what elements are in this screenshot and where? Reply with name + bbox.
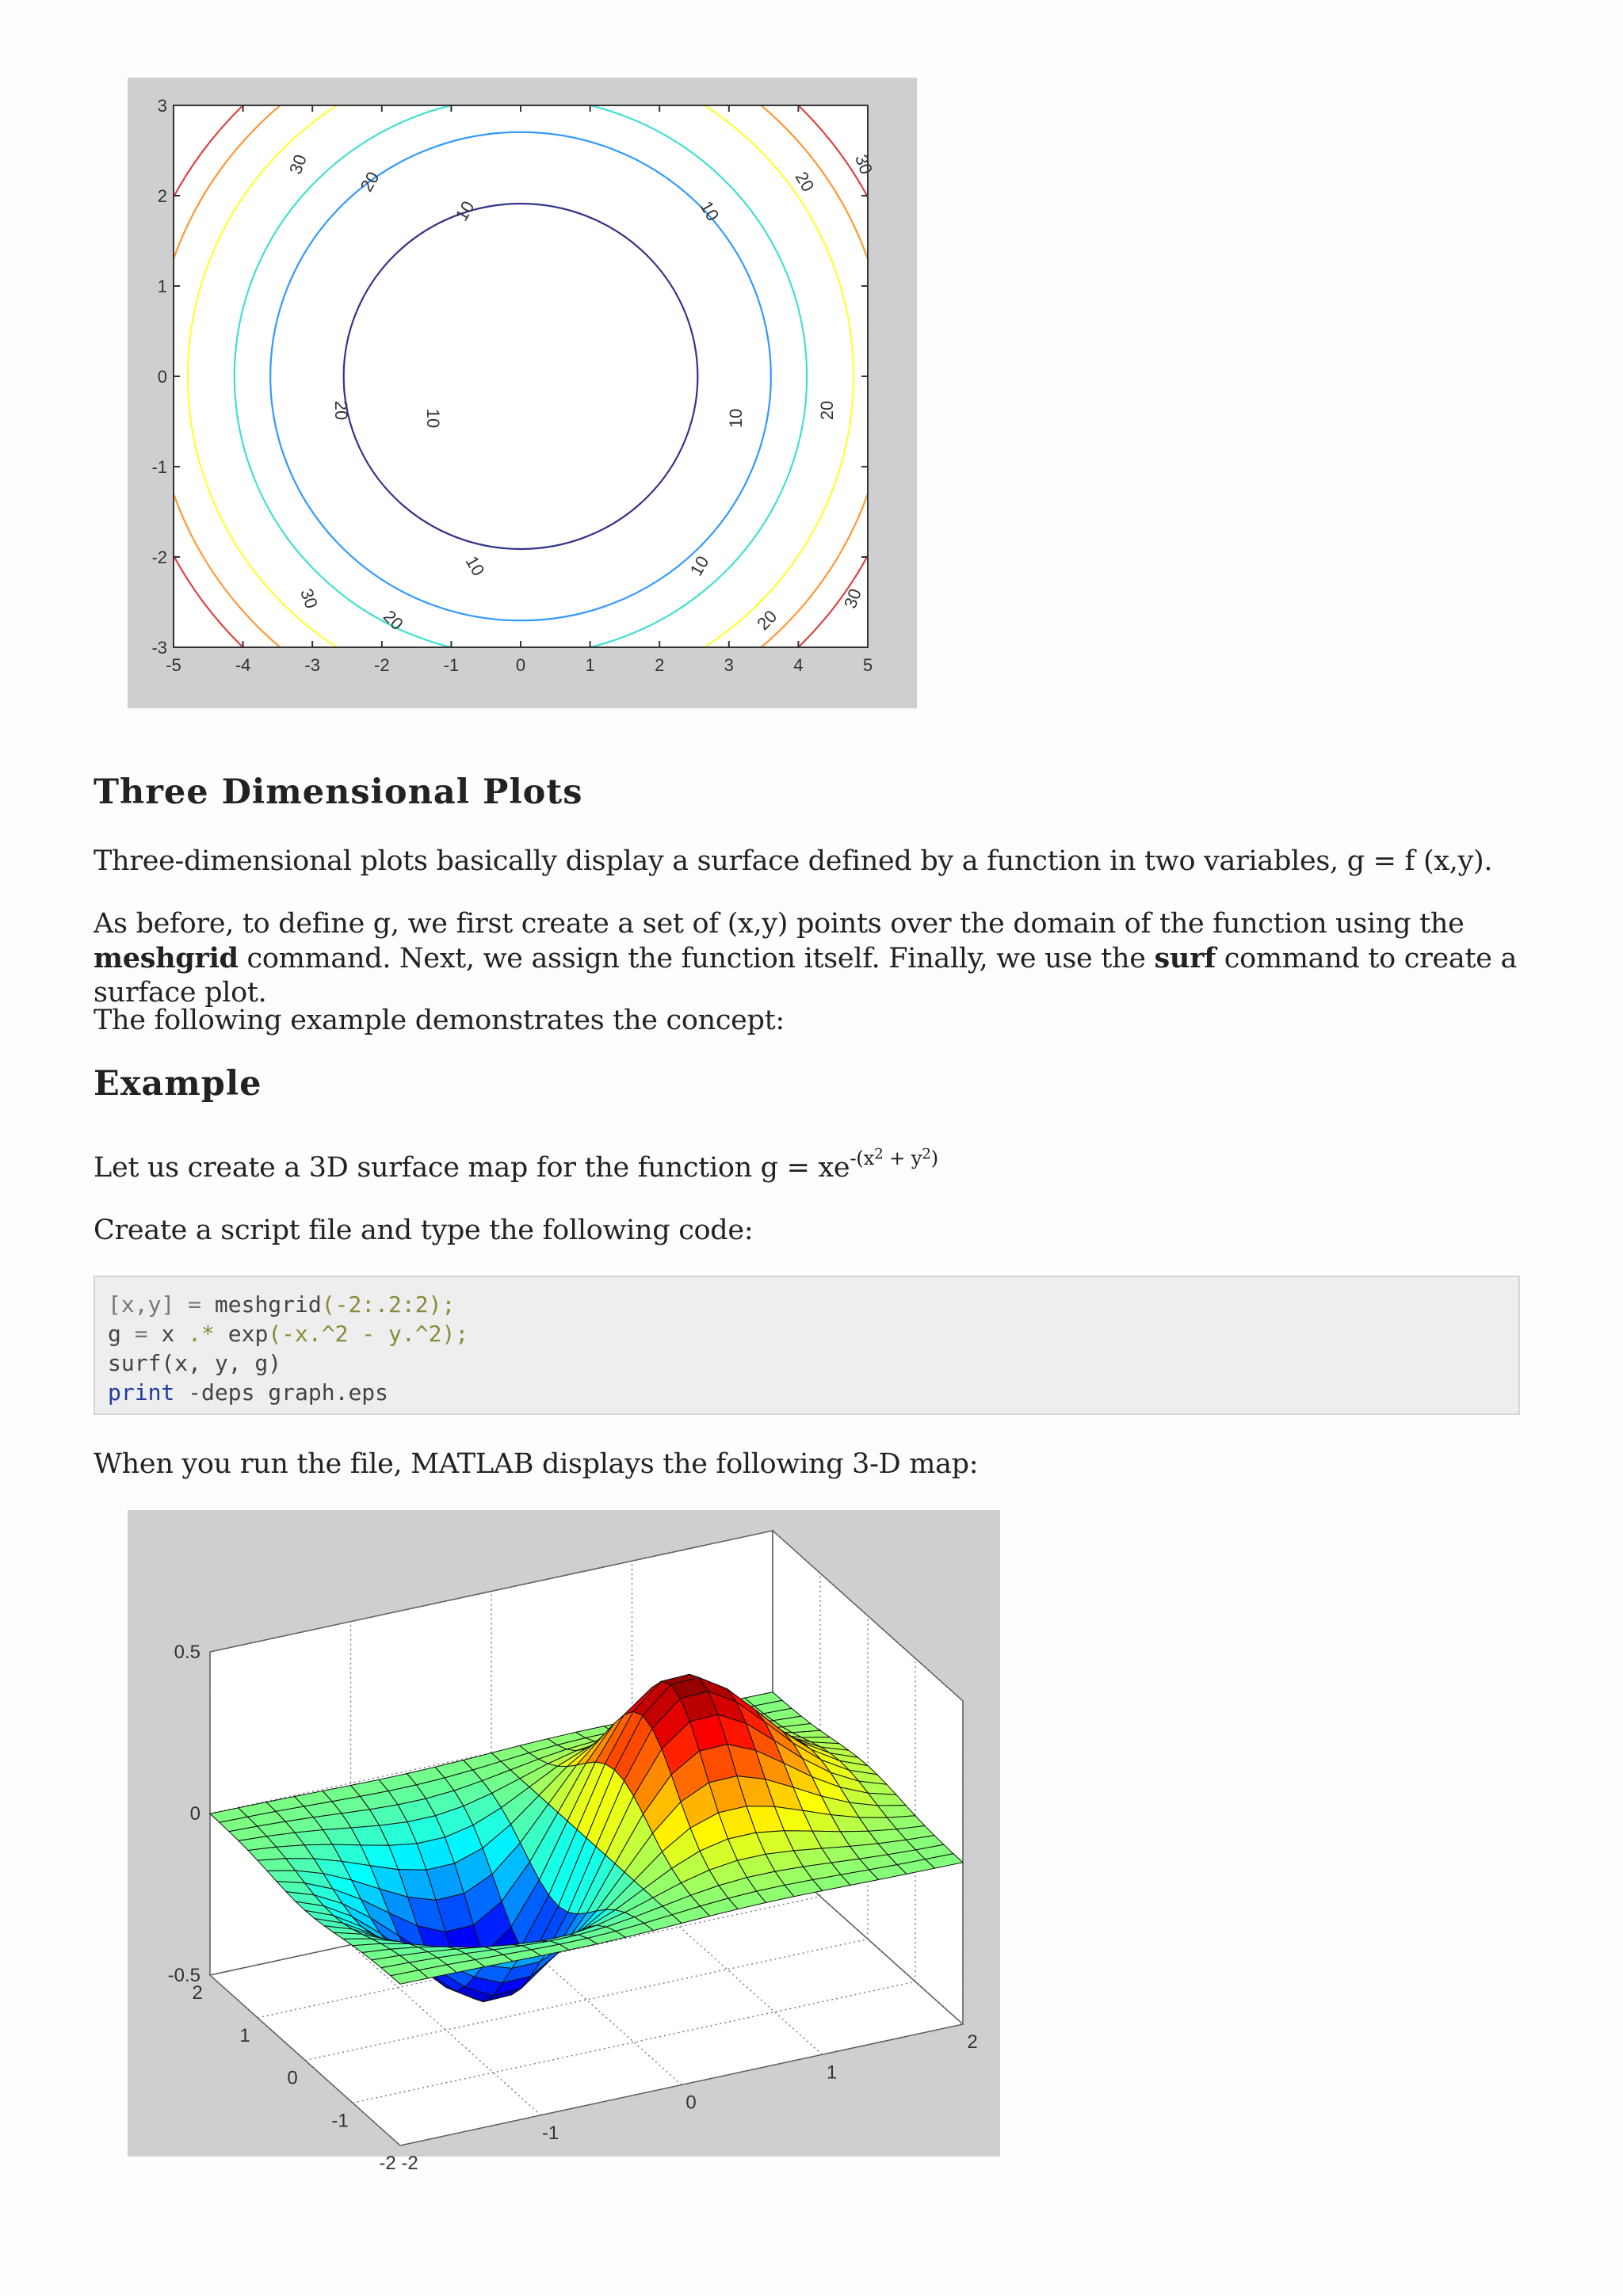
- contour-axes-area: [174, 105, 868, 647]
- example-instruction: Create a script file and type the following code:: [94, 1215, 754, 1246]
- code-block: [x,y] = meshgrid(-2:.2:2); g = x .* exp(-x.^2 - y.^2); surf(x, y, g) print -deps graph.eps: [94, 1276, 1520, 1415]
- contour-level-label: 20: [791, 168, 819, 196]
- paragraph-intro: Three-dimensional plots basically display a surface defined by a function in two variables, g = f (x,y).: [94, 845, 1493, 877]
- x-tick-label: 1: [826, 2061, 838, 2084]
- contour-level-label: 30: [840, 585, 865, 612]
- contour-level-label: 10: [451, 197, 479, 225]
- y-tick-label: 3: [157, 96, 167, 116]
- contour-level-label: 10: [696, 197, 724, 225]
- paragraph-meshgrid: As before, to define g, we first create a set of (x,y) points over the domain of the function using the meshgrid command. Next, we assign the function itself. Finally, we use the surf command to create a surface plot.: [94, 908, 1518, 1009]
- y-tick-label: -2: [379, 2153, 396, 2174]
- x-tick-label: -1: [443, 655, 460, 675]
- contour-level-label: 30: [296, 585, 322, 612]
- contour-plot-figure: [128, 78, 917, 708]
- contour-level-label: 10: [726, 408, 746, 429]
- x-tick-label: 0: [685, 2092, 697, 2114]
- y-tick-label: 2: [192, 1982, 203, 2004]
- paragraph-concept: The following example demonstrates the concept:: [94, 1005, 785, 1036]
- section-heading: Three Dimensional Plots: [94, 772, 583, 812]
- y-tick-label: 0: [287, 2067, 298, 2089]
- z-tick-label: -0.5: [167, 1965, 200, 1986]
- surface-plot-figure: [128, 1510, 1000, 2174]
- y-tick-label: 1: [239, 2024, 250, 2046]
- contour-level-label: 10: [461, 552, 489, 580]
- y-tick-label: 2: [157, 186, 167, 206]
- y-tick-label: -1: [151, 457, 167, 477]
- x-tick-label: -5: [166, 655, 181, 675]
- y-tick-label: 1: [157, 277, 167, 296]
- run-result-text: When you run the file, MATLAB displays the following 3-D map:: [94, 1448, 979, 1480]
- contour-plot: [128, 78, 917, 708]
- example-function-line: Let us create a 3D surface map for the function $g = xe^{-(x^2 + y^2)}$: [94, 1146, 938, 1184]
- contour-level-label: 20: [356, 168, 384, 196]
- contour-level-label: 30: [851, 151, 876, 177]
- x-tick-label: 4: [793, 655, 804, 675]
- y-tick-label: -2: [151, 547, 167, 567]
- x-tick-label: -2: [401, 2153, 418, 2174]
- x-tick-label: 2: [655, 655, 665, 675]
- x-tick-label: -3: [304, 655, 320, 675]
- contour-level-label: 30: [285, 151, 311, 177]
- contour-level-label: 20: [379, 606, 407, 635]
- z-tick-label: 0.5: [174, 1642, 200, 1663]
- surf-keyword: surf: [1154, 942, 1216, 974]
- x-tick-label: -1: [541, 2122, 559, 2144]
- contour-level-label: 10: [423, 408, 443, 429]
- contour-level-label: 10: [685, 552, 713, 580]
- contour-level-label: 20: [817, 400, 837, 421]
- meshgrid-keyword: meshgrid: [94, 942, 239, 974]
- y-tick-label: 0: [157, 367, 167, 387]
- x-tick-label: 0: [515, 655, 526, 675]
- contour-level-label: 20: [331, 400, 351, 421]
- x-tick-label: 5: [862, 655, 873, 675]
- contour-level-label: 20: [753, 606, 781, 635]
- y-tick-label: -3: [151, 638, 167, 658]
- example-heading: Example: [94, 1064, 262, 1104]
- x-tick-label: 2: [967, 2031, 978, 2053]
- x-tick-label: -4: [235, 655, 251, 675]
- z-tick-label: 0: [189, 1803, 200, 1825]
- y-tick-label: -1: [331, 2110, 349, 2132]
- exponent: -(x2 + y2): [850, 1146, 938, 1170]
- x-tick-label: 1: [585, 655, 595, 675]
- surface-plot: [128, 1510, 1000, 2174]
- x-tick-label: 3: [724, 655, 734, 675]
- x-tick-label: -2: [374, 655, 390, 675]
